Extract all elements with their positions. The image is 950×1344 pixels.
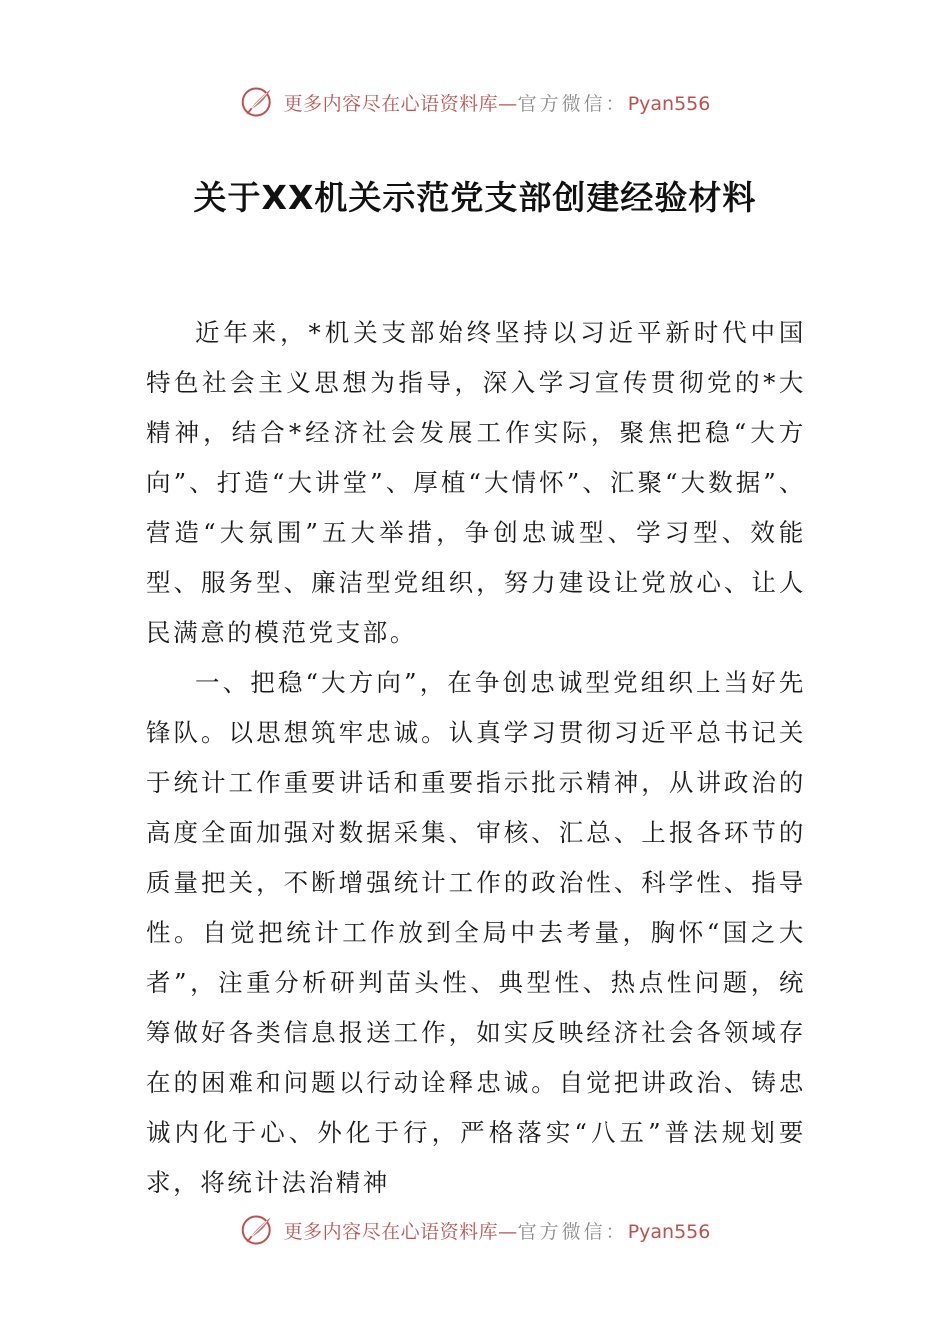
banner-text xyxy=(284,89,711,116)
banner-text xyxy=(284,1217,711,1244)
quill-logo-icon xyxy=(240,84,276,120)
paragraph-intro: 近年来，*机关支部始终坚持以习近平新时代中国特色社会主义思想为指导，深入学习宣传贯彻党的*大精神，结合*经济社会发展工作实际，聚焦把稳“大方向”、打造“大讲堂”、厚植“大情怀”、汇聚“大数据”、营造“大氛围”五大举措，争创忠诚型、学习型、效能型、服务型、廉洁型党组织，努力建设让党放心、让人民满意的模范党支部。 xyxy=(146,318,806,647)
quill-logo-icon xyxy=(240,1212,276,1248)
banner-dash: — xyxy=(498,92,518,115)
banner-wechat-id: Pyan556 xyxy=(627,92,711,115)
header-banner xyxy=(0,82,950,122)
document-body xyxy=(146,308,806,1208)
banner-main-text: 更多内容尽在心语资料库 xyxy=(283,1220,499,1243)
banner-official-label: 官方微信： xyxy=(517,1220,628,1243)
document-title: 关于XX机关示范党支部创建经验材料 xyxy=(193,178,757,217)
footer-banner xyxy=(0,1210,950,1250)
banner-wechat-id: Pyan556 xyxy=(627,1220,711,1243)
banner-main-text: 更多内容尽在心语资料库 xyxy=(283,92,499,115)
paragraph-section-1: 一、把稳“大方向”，在争创忠诚型党组织上当好先锋队。以思想筑牢忠诚。认真学习贯彻习近平总书记关于统计工作重要讲话和重要指示批示精神，从讲政治的高度全面加强对数据采集、审核、汇总、上报各环节的质量把关，不断增强统计工作的政治性、科学性、指导性。自觉把统计工作放到全局中去考量，胸怀“国之大者”，注重分析研判苗头性、典型性、热点性问题，统筹做好各类信息报送工作，如实反映经济社会各领域存在的困难和问题以行动诠释忠诚。自觉把讲政治、铸忠诚内化于心、外化于行，严格落实“八五”普法规划要求，将统计法治精神 xyxy=(146,668,806,1197)
banner-official-label: 官方微信： xyxy=(517,92,628,115)
banner-dash: — xyxy=(498,1220,518,1243)
